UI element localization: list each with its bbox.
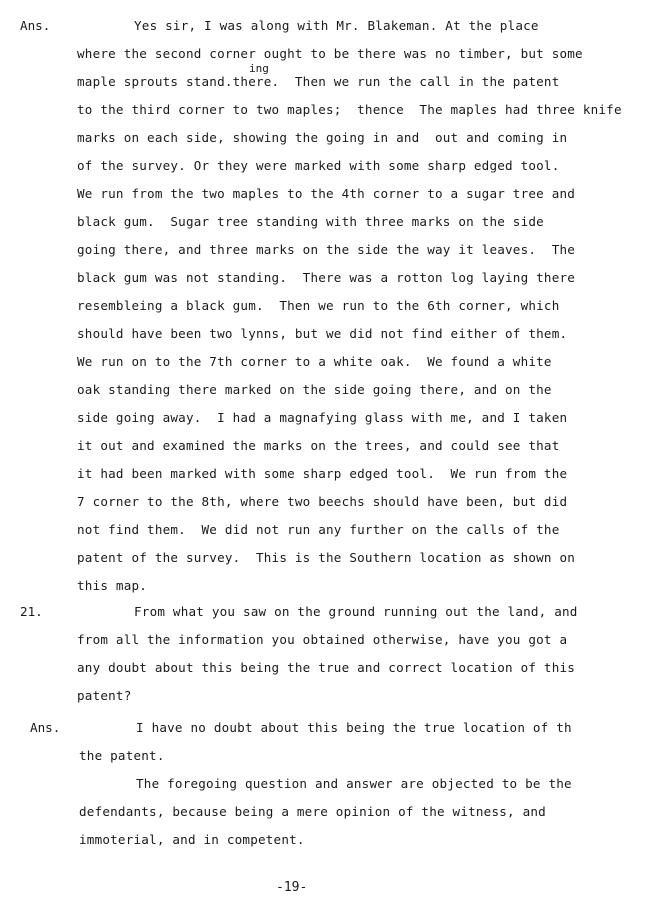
answer-line: Yes sir, I was along with Mr. Blakeman. At the place bbox=[134, 18, 539, 33]
answer-line: should have been two lynns, but we did not find either of them. bbox=[77, 326, 568, 341]
question-line: patent? bbox=[77, 688, 132, 703]
answer-line: oak standing there marked on the side going there, and on the bbox=[77, 382, 552, 397]
answer-line: this map. bbox=[77, 578, 148, 593]
answer-line: I have no doubt about this being the true location of th bbox=[136, 720, 572, 735]
insertion-mark: ing bbox=[249, 62, 269, 75]
objection-line: immoterial, and in competent. bbox=[79, 832, 305, 847]
answer-label: Ans. bbox=[20, 18, 51, 33]
page-number: -19- bbox=[276, 880, 308, 895]
question-line: from all the information you obtained otherwise, have you got a bbox=[77, 632, 568, 647]
answer-label: Ans. bbox=[30, 720, 61, 735]
answer-line: black gum was not standing. There was a rotton log laying there bbox=[77, 270, 576, 285]
objection-line: defendants, because being a mere opinion of the witness, and bbox=[79, 804, 546, 819]
objection-line: The foregoing question and answer are objected to be the bbox=[136, 776, 572, 791]
question-number: 21. bbox=[20, 604, 43, 619]
answer-line: going there, and three marks on the side the way it leaves. The bbox=[77, 242, 576, 257]
answer-line: of the survey. Or they were marked with some sharp edged tool. bbox=[77, 158, 560, 173]
answer-line: it had been marked with some sharp edged tool. We run from the bbox=[77, 466, 568, 481]
answer-line: marks on each side, showing the going in and out and coming in bbox=[77, 130, 568, 145]
answer-line: patent of the survey. This is the Southern location as shown on bbox=[77, 550, 576, 565]
answer-line: We run from the two maples to the 4th corner to a sugar tree and bbox=[77, 186, 576, 201]
answer-line: side going away. I had a magnafying glass with me, and I taken bbox=[77, 410, 568, 425]
question-line: From what you saw on the ground running out the land, and bbox=[134, 604, 578, 619]
question-line: any doubt about this being the true and correct location of this bbox=[77, 660, 576, 675]
answer-line: it out and examined the marks on the trees, and could see that bbox=[77, 438, 560, 453]
answer-line: 7 corner to the 8th, where two beechs should have been, but did bbox=[77, 494, 568, 509]
answer-line: to the third corner to two maples; thence The maples had three knife bbox=[77, 102, 622, 117]
answer-line: We run on to the 7th corner to a white oak. We found a white bbox=[77, 354, 552, 369]
answer-line: not find them. We did not run any further on the calls of the bbox=[77, 522, 560, 537]
answer-line: where the second corner ought to be there was no timber, but some bbox=[77, 46, 583, 61]
answer-line: the patent. bbox=[79, 748, 165, 763]
answer-line: maple sprouts stand.there. Then we run the call in the patent bbox=[77, 74, 560, 89]
answer-line: resembleing a black gum. Then we run to the 6th corner, which bbox=[77, 298, 560, 313]
answer-line: black gum. Sugar tree standing with three marks on the side bbox=[77, 214, 544, 229]
